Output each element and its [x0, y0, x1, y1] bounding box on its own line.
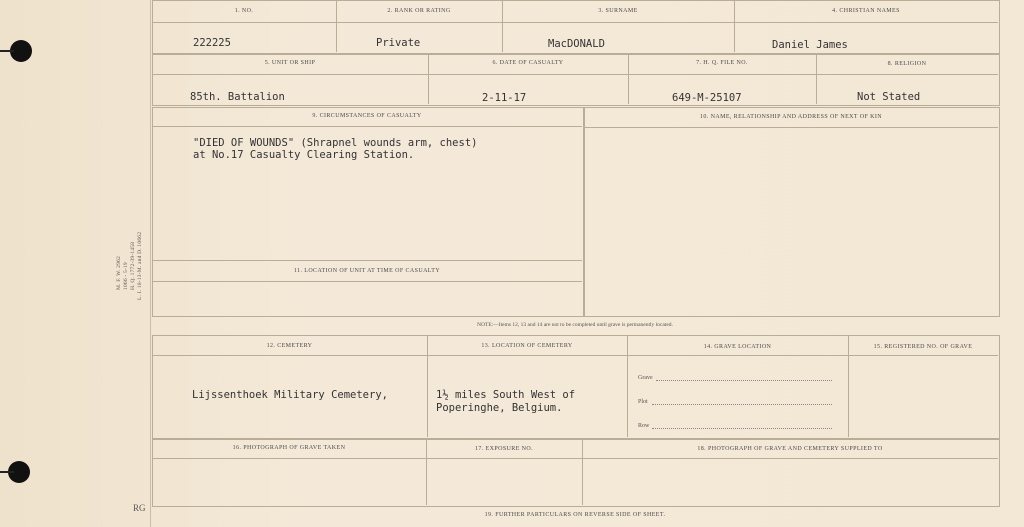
circumstances-label: 9. CIRCUMSTANCES OF CASUALTY	[312, 113, 422, 119]
next-of-kin-box	[584, 107, 1000, 317]
rank-label: 2. RANK OR RATING	[387, 8, 451, 14]
cemetery-location-line1: 1½ miles South West of	[436, 389, 576, 401]
registered-no-label: 15. REGISTERED NO. OF GRAVE	[873, 344, 973, 350]
location-top-line	[152, 260, 582, 261]
no-label: 1. NO.	[234, 8, 254, 14]
file-label: 7. H. Q. FILE NO.	[696, 60, 748, 66]
religion-value: Not Stated	[857, 91, 921, 103]
hole-tick-top	[0, 50, 14, 52]
kin-divider	[584, 127, 998, 128]
religion-label: 8. RELIGION	[887, 61, 927, 67]
surname-value: MacDONALD	[548, 38, 605, 50]
circumstances-line1: "DIED OF WOUNDS" (Shrapnel wounds arm, chest)	[193, 137, 478, 149]
row4-col3	[848, 335, 849, 437]
form-code-1: M. F. W. 2962	[116, 256, 122, 290]
file-value: 649-M-25107	[672, 92, 742, 104]
form-code-2: 1066 - 5-19	[123, 262, 129, 290]
row-dots	[652, 428, 832, 429]
date-value: 2-11-17	[482, 92, 527, 104]
cemetery-label: 12. CEMETERY	[266, 343, 313, 349]
grave-field-label: Grave	[638, 375, 653, 381]
grave-location-label: 14. GRAVE LOCATION	[703, 344, 772, 350]
row1-divider	[152, 22, 998, 23]
surname-label: 3. SURNAME	[598, 8, 638, 14]
date-label: 6. DATE OF CASUALTY	[492, 60, 564, 66]
rank-value: Private	[376, 37, 421, 49]
plot-field-label: Plot	[638, 399, 648, 405]
service-number: 222225	[193, 37, 231, 49]
photo-supplied-label: 18. PHOTOGRAPH OF GRAVE AND CEMETERY SUPPLIED TO	[697, 446, 883, 452]
margin-rule	[150, 0, 151, 527]
form-code-4: L. I. 18-13-M. and D. 10662	[137, 231, 143, 300]
circumstances-line2: at No.17 Casualty Clearing Station.	[193, 149, 415, 161]
hole-tick-bottom	[0, 471, 14, 473]
row4-col2	[627, 335, 628, 437]
rg-mark: RG	[133, 503, 146, 513]
row4-divider	[152, 355, 998, 356]
cemetery-location-label: 13. LOCATION OF CEMETERY	[481, 343, 573, 349]
row4-col1	[427, 335, 428, 437]
row5-divider	[152, 458, 998, 459]
location-divider	[152, 281, 582, 282]
note-text: NOTE:—Items 12, 13 and 14 are not to be completed until grave is permanently located.	[477, 322, 673, 328]
unit-label: 5. UNIT OR SHIP	[264, 60, 316, 66]
christian-names-label: 4. CHRISTIAN NAMES	[832, 8, 900, 14]
row2-divider	[152, 74, 998, 75]
unit-value: 85th. Battalion	[190, 91, 285, 103]
further-particulars-label: 19. FURTHER PARTICULARS ON REVERSE SIDE OF SHEET.	[484, 512, 666, 518]
row-field-label: Row	[638, 423, 650, 429]
next-of-kin-label: 10. NAME, RELATIONSHIP AND ADDRESS OF NEXT OF KIN	[700, 114, 882, 120]
location-of-unit-label: 11. LOCATION OF UNIT AT TIME OF CASUALTY	[293, 268, 441, 274]
cemetery-value: Lijssenthoek Military Cemetery,	[192, 389, 388, 401]
plot-dots	[652, 404, 832, 405]
row4-box	[152, 335, 1000, 439]
christian-names-value: Daniel James	[772, 39, 848, 51]
photo-taken-label: 16. PHOTOGRAPH OF GRAVE TAKEN	[232, 445, 346, 451]
cemetery-location-line2: Poperinghe, Belgium.	[436, 402, 563, 414]
form-code-3: H. Q. 1772-39-1458	[130, 241, 136, 290]
circumstances-divider	[152, 126, 582, 127]
exposure-label: 17. EXPOSURE NO.	[474, 446, 534, 452]
grave-dots	[656, 380, 832, 381]
